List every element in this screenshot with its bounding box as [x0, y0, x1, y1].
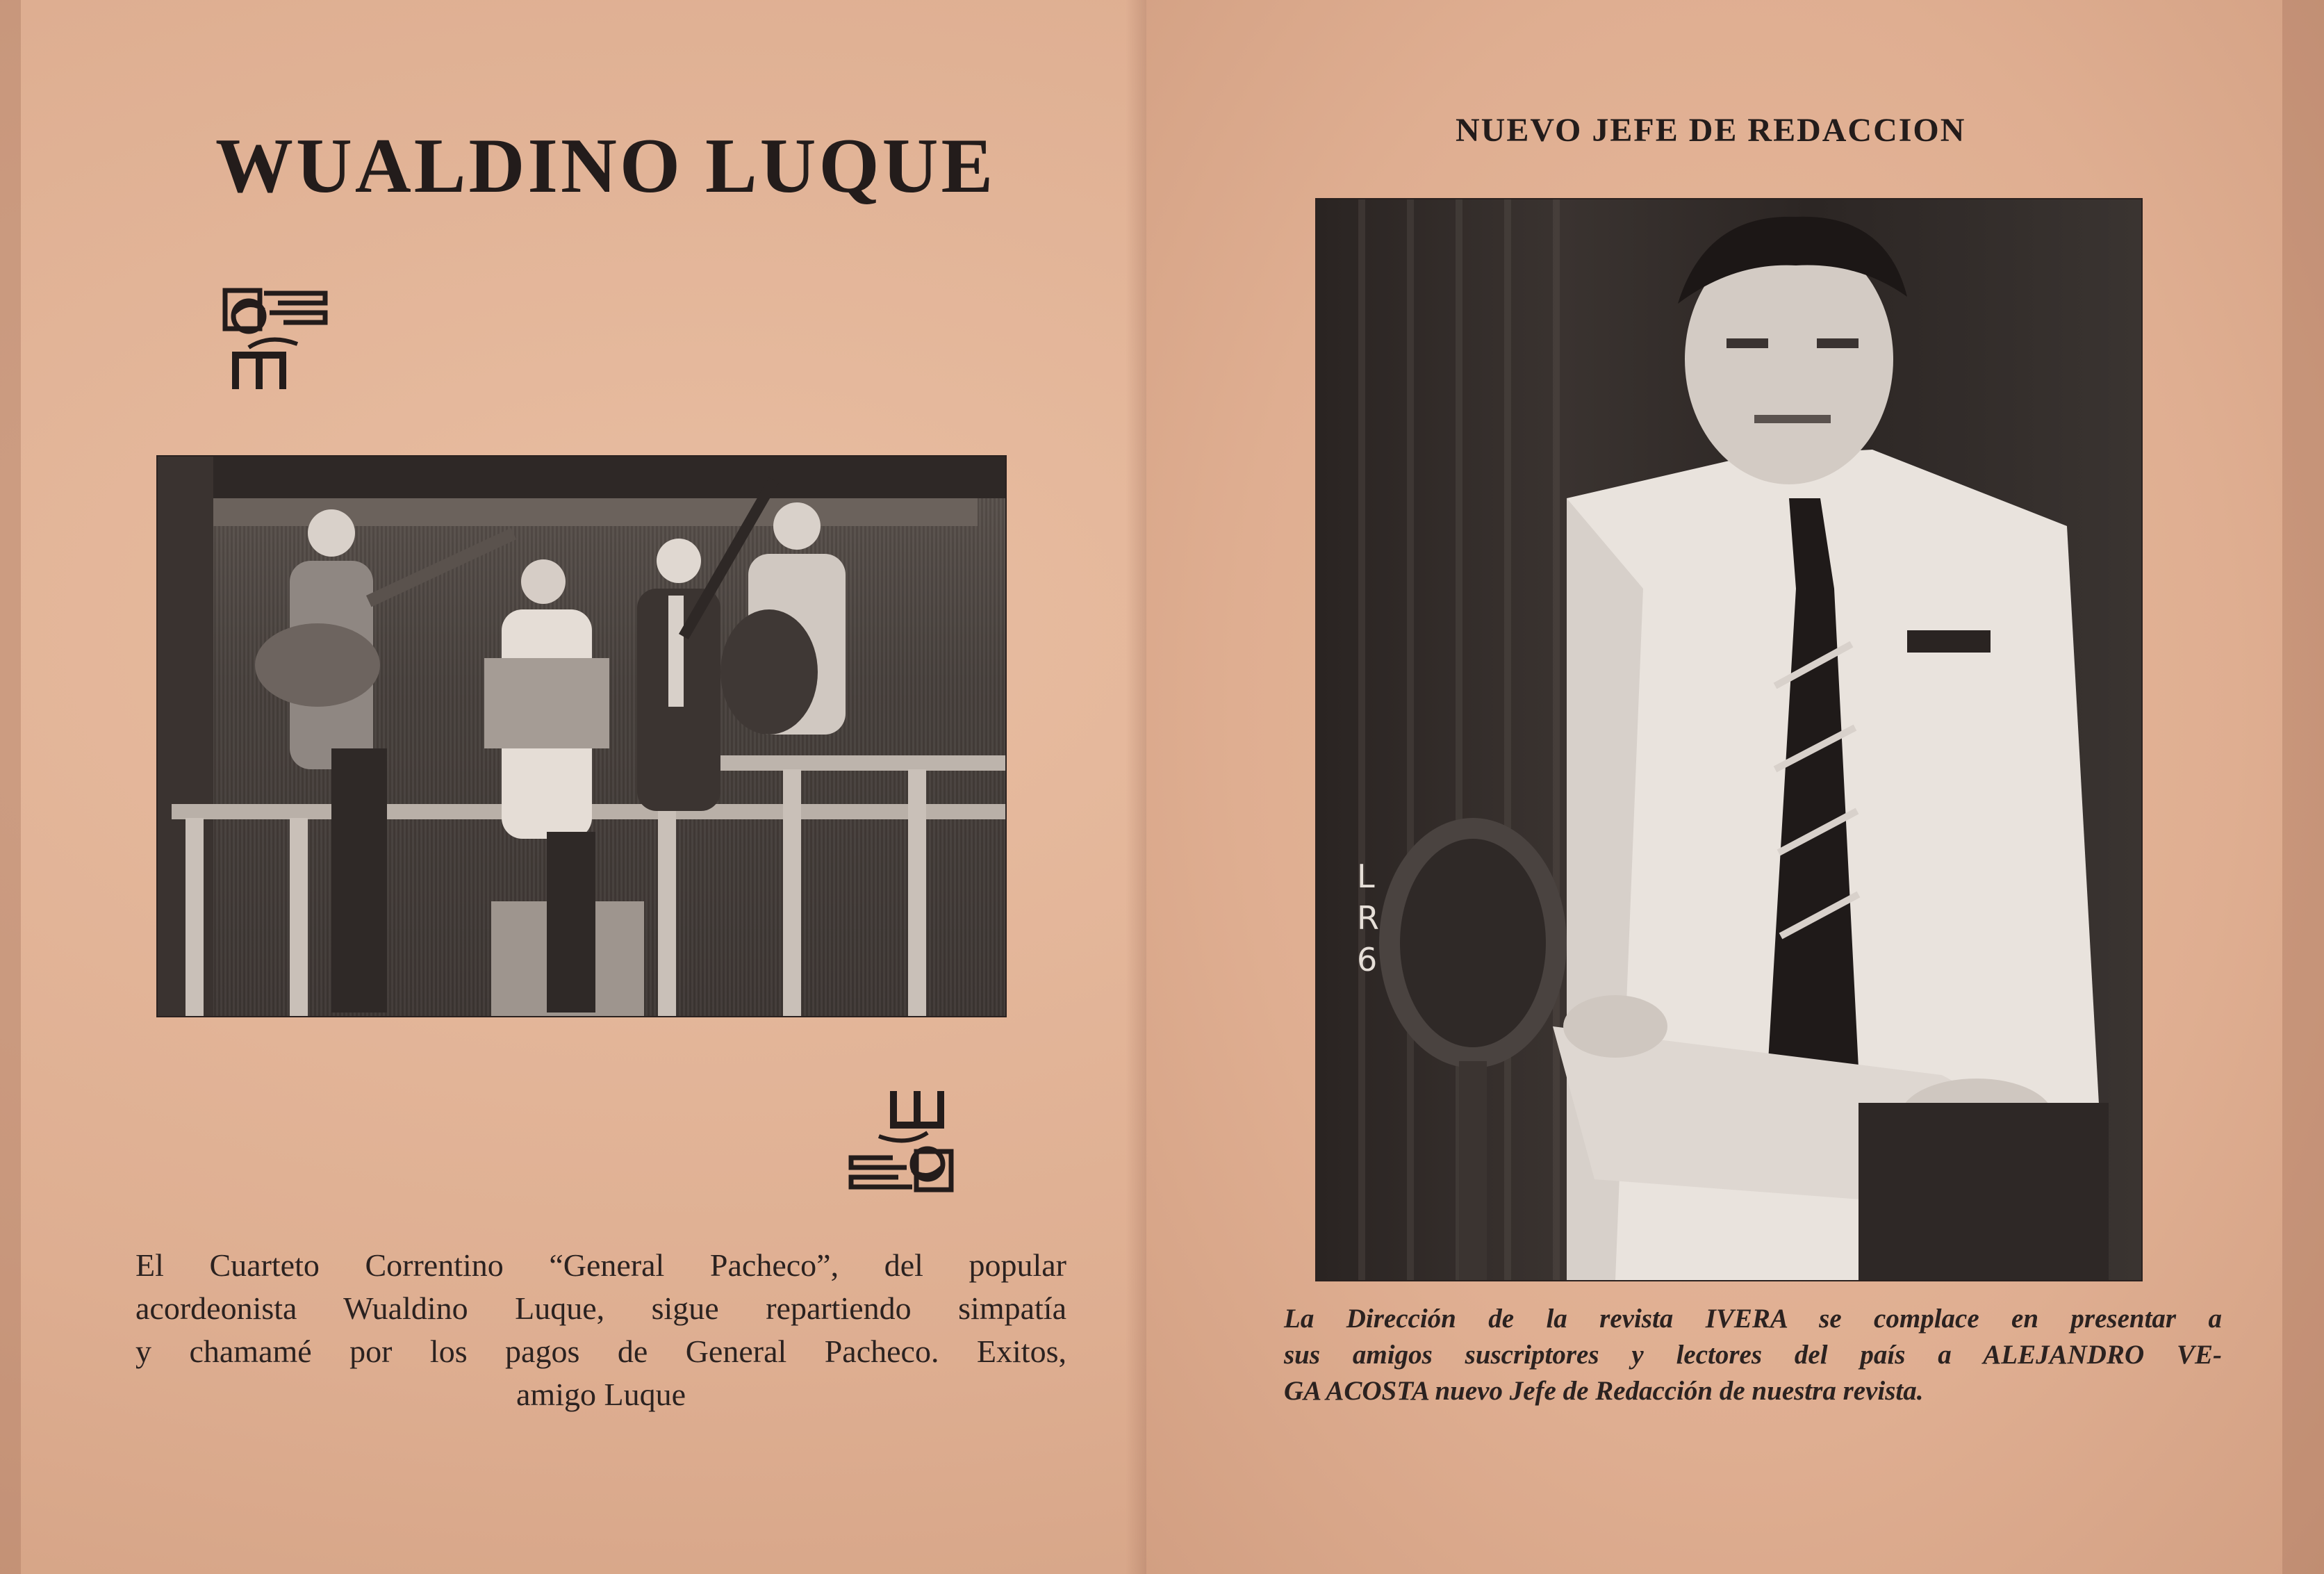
left-page-title: WUALDINO LUQUE — [215, 123, 996, 209]
portrait-photo — [1315, 198, 2143, 1281]
microphone-label: L R 6 — [1357, 858, 1379, 978]
band-photo — [156, 455, 1007, 1017]
caption-line: y chamamé por los pagos de General Pacheco. Exitos, — [135, 1334, 1066, 1369]
decorative-logo-icon — [837, 1084, 955, 1195]
page-edge-wear — [2282, 0, 2324, 1574]
caption-line: El Cuarteto Correntino “General Pacheco”, del popular — [135, 1247, 1066, 1283]
caption-line: La Dirección de la revista IVERA se complace en presentar a — [1284, 1304, 2222, 1334]
left-page — [0, 0, 1146, 1574]
caption-line: GA ACOSTA nuevo Jefe de Redacción de nuestra revista. — [1284, 1376, 1924, 1406]
caption-line: amigo Luque — [516, 1377, 686, 1412]
left-page-caption — [135, 1244, 1066, 1416]
decorative-logo-icon — [221, 285, 339, 396]
band-photo-scene — [158, 457, 1005, 1016]
caption-line: sus amigos suscriptores y lectores del país a ALEJANDRO VE- — [1284, 1340, 2222, 1370]
caption-line: acordeonista Wualdino Luque, sigue repartiendo simpatía — [135, 1290, 1066, 1326]
page-edge-wear — [0, 0, 21, 1574]
right-page-caption — [1284, 1301, 2222, 1409]
portrait-photo-scene — [1317, 199, 2141, 1280]
right-page-title: NUEVO JEFE DE REDACCION — [1456, 112, 1966, 149]
